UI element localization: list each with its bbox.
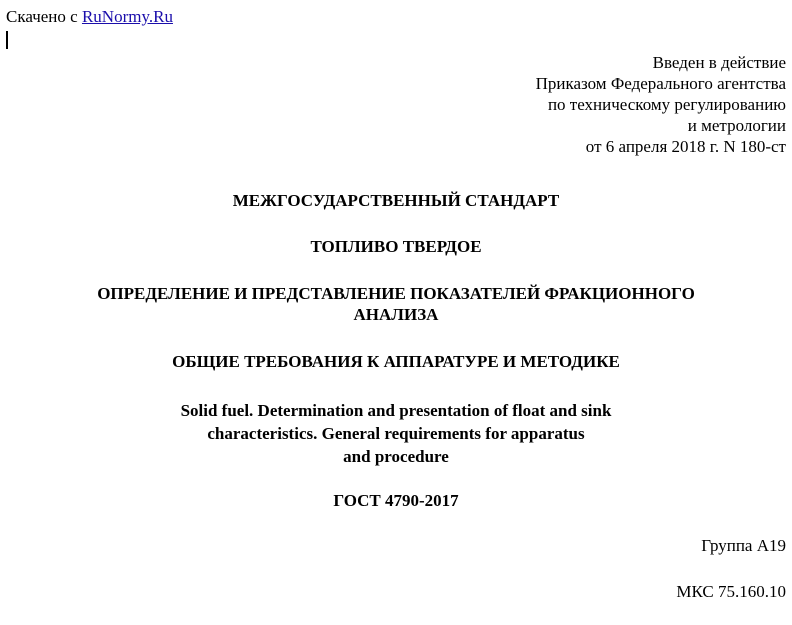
english-title-line-3: and procedure <box>343 447 449 466</box>
enactment-line-2: Приказом Федерального агентства <box>535 74 786 93</box>
enactment-line-1: Введен в действие <box>652 53 786 72</box>
group-code: Группа А19 <box>701 536 786 555</box>
english-title-line-1: Solid fuel. Determination and presentation of float and sink <box>180 401 612 420</box>
fuel-heading: ТОПЛИВО ТВЕРДОЕ <box>310 237 482 256</box>
enactment-note <box>536 52 786 157</box>
enactment-line-4: и метрологии <box>687 116 786 135</box>
gost-number: ГОСТ 4790-2017 <box>333 491 459 510</box>
determination-heading-line-2: АНАЛИЗА <box>353 305 439 324</box>
text-cursor <box>6 31 8 49</box>
english-title <box>0 399 792 468</box>
runormy-link[interactable]: RuNormy.Ru <box>81 7 173 26</box>
determination-heading-line-1: ОПРЕДЕЛЕНИЕ И ПРЕДСТАВЛЕНИЕ ПОКАЗАТЕЛЕЙ ФРАКЦИОННОГО <box>97 284 695 303</box>
enactment-line-3: по техническому регулированию <box>547 95 786 114</box>
standard-type-heading: МЕЖГОСУДАРСТВЕННЫЙ СТАНДАРТ <box>232 191 560 210</box>
enactment-line-5: от 6 апреля 2018 г. N 180-ст <box>585 137 786 156</box>
determination-heading <box>0 283 792 325</box>
mks-code: МКС 75.160.10 <box>676 582 786 601</box>
english-title-line-2: characteristics. General requirements for apparatus <box>207 424 585 443</box>
download-source-line <box>6 7 173 27</box>
download-prefix-text: Скачено с <box>6 7 82 26</box>
requirements-heading: ОБЩИЕ ТРЕБОВАНИЯ К АППАРАТУРЕ И МЕТОДИКЕ <box>172 352 620 371</box>
